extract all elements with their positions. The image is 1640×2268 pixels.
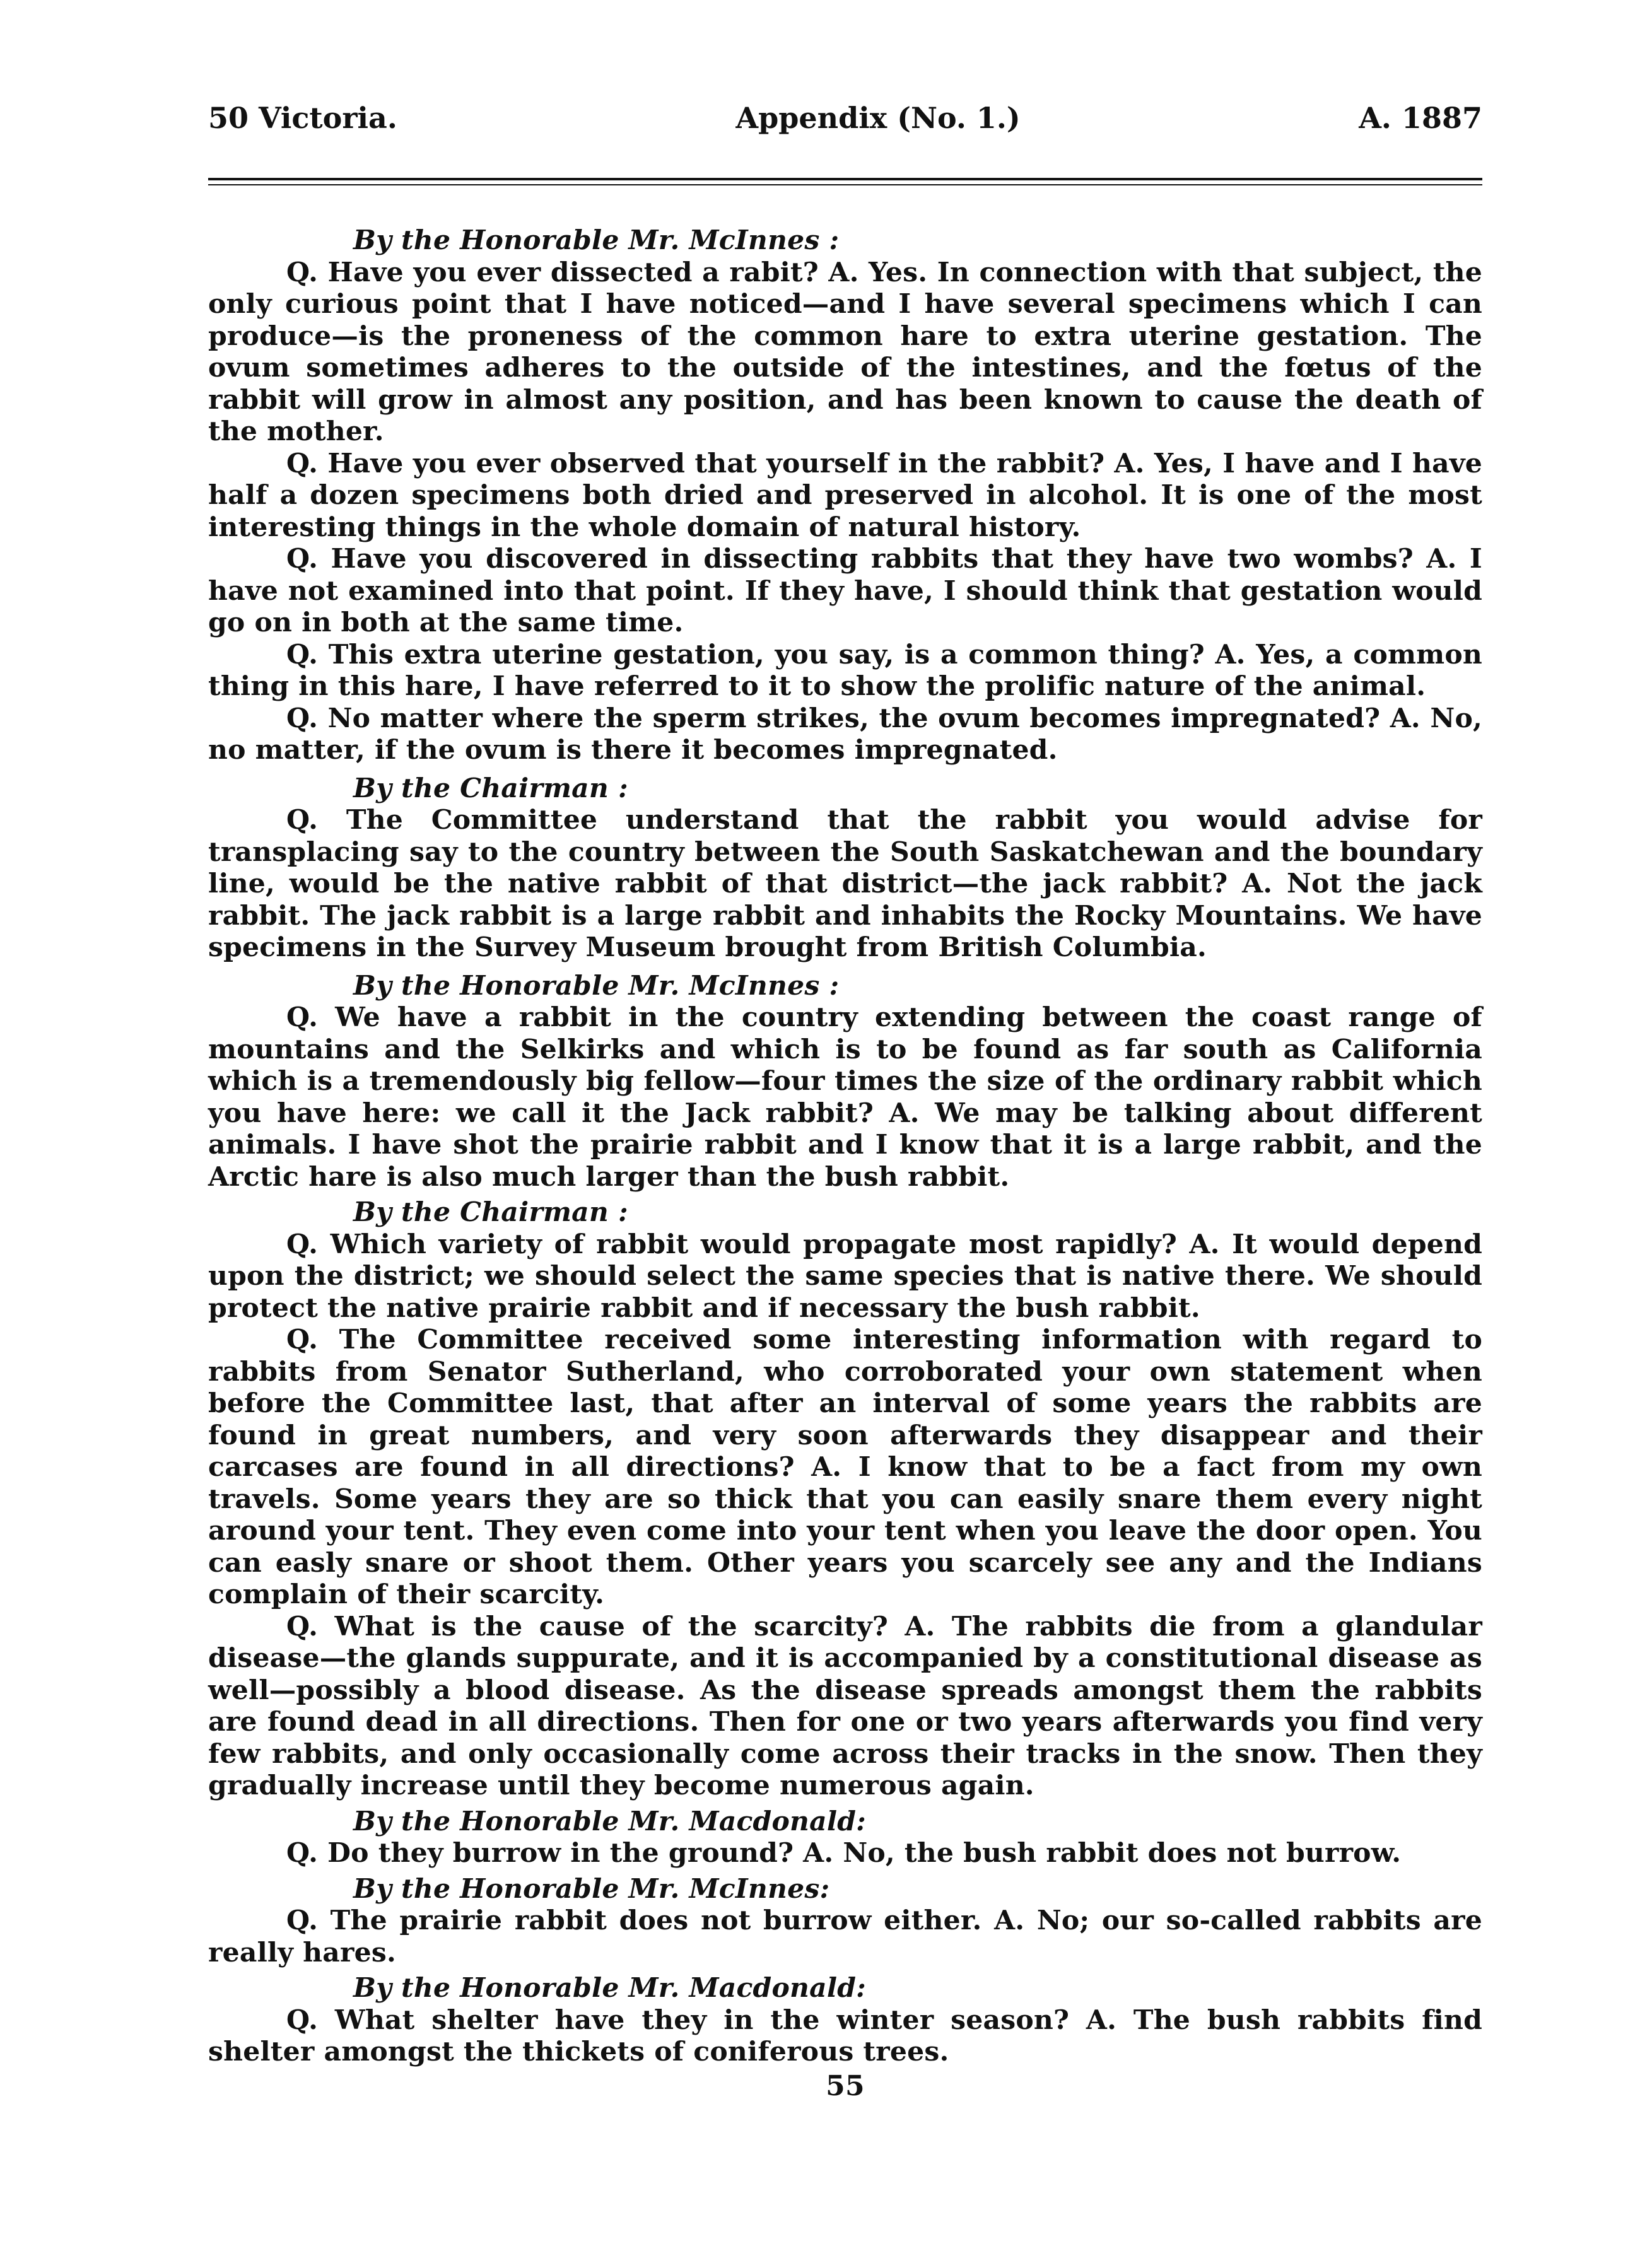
- testimony-paragraph: Q. What is the cause of the scarcity? A. The rabbits die from a glandular disease—the glands suppurate, and it is accompanied by a constitutional disease as well—possibly a blood disease. As the disease spreads amongst them the rabbits are found dead in all directions. Then for one or two years afterwards you find very few rabbits, and only occasionally come across their tracks in the snow. Then they gradually increase until they become numerous again.: [208, 1610, 1482, 1801]
- testimony-paragraph: Q. Have you ever observed that yourself in the rabbit? A. Yes, I have and I have half a dozen specimens both dried and preserved in alcohol. It is one of the most interesting things in the whole domain of natural history.: [208, 447, 1482, 543]
- page-number: 55: [826, 2069, 865, 2102]
- speaker-heading: By the Honorable Mr. McInnes:: [353, 1873, 830, 1905]
- running-header: [208, 101, 1482, 151]
- speaker-heading: By the Honorable Mr. McInnes :: [353, 225, 840, 256]
- testimony-paragraph: Q. We have a rabbit in the country extending between the coast range of mountains and the Selkirks and which is to be found as far south as California which is a tremendously big fellow—four times the size of the ordinary rabbit which you have here: we call it the Jack rabbit? A. We may be talking about different animals. I have shot the prairie rabbit and I know that it is a large rabbit, and the Arctic hare is also much larger than the bush rabbit.: [208, 1002, 1482, 1193]
- header-appendix: Appendix (No. 1.): [735, 101, 1021, 135]
- speaker-heading: By the Chairman :: [353, 772, 628, 804]
- testimony-paragraph: Q. Have you discovered in dissecting rabbits that they have two wombs? A. I have not examined into that point. If they have, I should think that gestation would go on in both at the same time.: [208, 543, 1482, 638]
- header-double-rule: [208, 178, 1482, 185]
- testimony-paragraph: Q. No matter where the sperm strikes, the ovum becomes impregnated? A. No, no matter, if the ovum is there it becomes impregnated.: [208, 702, 1482, 766]
- speaker-heading: By the Chairman :: [353, 1196, 628, 1228]
- document-body: [208, 225, 1482, 2102]
- header-year: A. 1887: [1359, 101, 1482, 135]
- testimony-paragraph: Q. This extra uterine gestation, you say, is a common thing? A. Yes, a common thing in this hare, I have referred to it to show the prolific nature of the animal.: [208, 638, 1482, 702]
- testimony-paragraph: Q. The Committee understand that the rabbit you would advise for transplacing say to the country between the South Saskatchewan and the boundary line, would be the native rabbit of that district—the jack rabbit? A. Not the jack rabbit. The jack rabbit is a large rabbit and inhabits the Rocky Mountains. We have specimens in the Survey Museum brought from British Columbia.: [208, 804, 1482, 963]
- testimony-paragraph: Q. The prairie rabbit does not burrow either. A. No; our so-called rabbits are really hares.: [208, 1905, 1482, 1968]
- speaker-heading: By the Honorable Mr. McInnes :: [353, 969, 840, 1002]
- testimony-paragraph: Q. Have you ever dissected a rabit? A. Yes. In connection with that subject, the only curious point that I have noticed—and I have several specimens which I can produce—is the proneness of the common hare to extra uterine gestation. The ovum sometimes adheres to the outside of the intestines, and the fœtus of the rabbit will grow in almost any position, and has been known to cause the death of the mother.: [208, 256, 1482, 447]
- testimony-paragraph: Q. What shelter have they in the winter season? A. The bush rabbits find shelter amongst the thickets of coniferous trees.: [208, 2004, 1482, 2067]
- header-session: 50 Victoria.: [208, 101, 397, 135]
- speaker-heading: By the Honorable Mr. Macdonald:: [353, 1805, 866, 1837]
- testimony-paragraph: Q. The Committee received some interesting information with regard to rabbits from Senator Sutherland, who corroborated your own statement when before the Committee last, that after an interval of some years the rabbits are found in great numbers, and very soon afterwards they disappear and their carcases are found in all directions? A. I know that to be a fact from my own travels. Some years they are so thick that you can easily snare them every night around your tent. They even come into your tent when you leave the door open. You can easly snare or shoot them. Other years you scarcely see any and the Indians complain of their scarcity.: [208, 1324, 1482, 1610]
- testimony-paragraph: Q. Which variety of rabbit would propagate most rapidly? A. It would depend upon the district; we should select the same species that is native there. We should protect the native prairie rabbit and if necessary the bush rabbit.: [208, 1228, 1482, 1324]
- speaker-heading: By the Honorable Mr. Macdonald:: [353, 1972, 866, 2004]
- testimony-paragraph: Q. Do they burrow in the ground? A. No, the bush rabbit does not burrow.: [286, 1837, 1402, 1869]
